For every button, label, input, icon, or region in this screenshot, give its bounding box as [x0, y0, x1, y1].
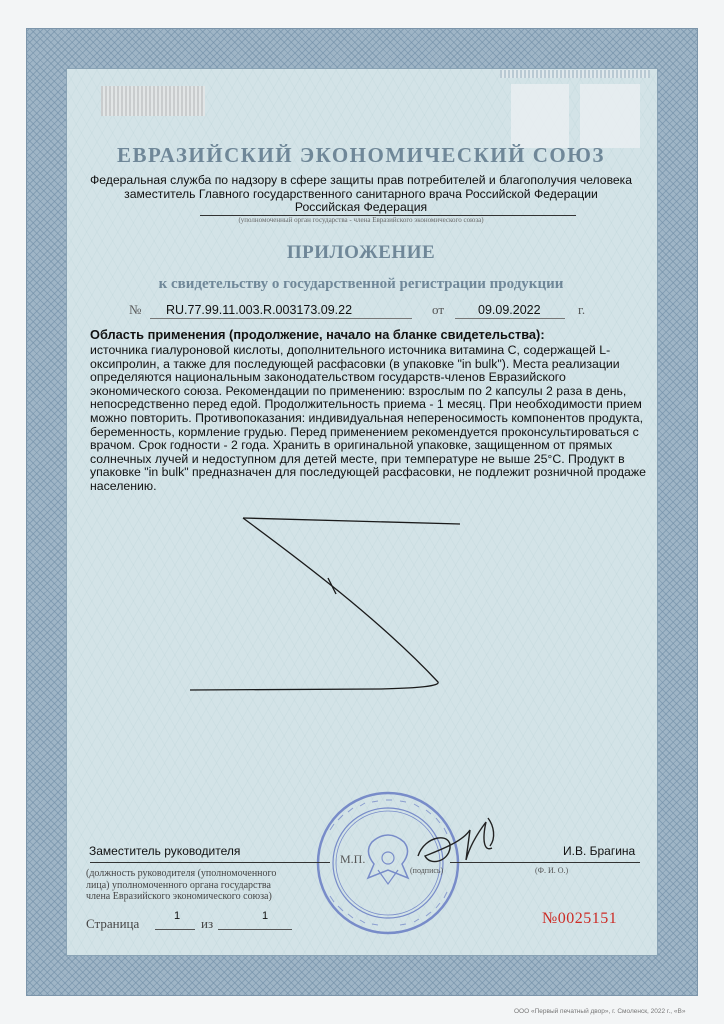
registration-date: 09.09.2022	[478, 303, 541, 317]
scope-line: населению.	[90, 478, 157, 493]
scope-line: экономического союза. Рекомендации по применению: взрослым по 2 капсулы 2 раза в день,	[90, 383, 627, 398]
signer-name: И.В. Брагина	[563, 844, 636, 858]
position-underline	[90, 862, 330, 863]
scope-heading: Область применения (продолжение, начало на бланке свидетельства):	[90, 327, 545, 342]
official-stamp	[318, 793, 458, 933]
scope-line: источника гиалуроновой кислоты, дополнительного источника витамина С, содержащей L-	[90, 343, 611, 357]
signature-caption: (подпись)	[410, 866, 444, 875]
page-label: Страница	[86, 916, 140, 931]
page-of-label: из	[201, 916, 214, 931]
page-total-underline	[218, 929, 292, 930]
stamp-place-label: М.П.	[340, 852, 366, 866]
agency-line: заместитель Главного государственного санитарного врача Российской Федерации	[124, 186, 598, 201]
printer-note: ООО «Первый печатный двор», г. Смоленск, 2022 г., «В»	[514, 1008, 686, 1015]
year-label: г.	[578, 302, 586, 317]
serial-number: №0025151	[542, 910, 618, 927]
scope-line: врачом. Срок годности - 2 года. Хранить в оригинальной упаковке, защищенном от прямых	[90, 438, 613, 453]
blank-space-strikeout	[190, 518, 460, 690]
scope-line: солнечных лучей и недоступном для детей месте, при температуре не выше 25°С. Продукт в	[90, 451, 625, 466]
scope-line: беременность, кормление грудью. Перед применением рекомендуется проконсультироваться с	[90, 424, 639, 439]
position-caption-line: лица) уполномоченного органа государства	[86, 879, 271, 891]
agency-caption: (уполномоченный орган государства - члена Евразийского экономического союза)	[238, 216, 484, 224]
page-current: 1	[174, 910, 181, 922]
page-total: 1	[262, 910, 269, 922]
handwritten-signature	[418, 818, 494, 862]
name-underline	[450, 862, 640, 863]
date-from-label: от	[432, 302, 445, 317]
scope-line: упаковке "in bulk" предназначен для последующей расфасовки, не подлежит розничной продаже	[90, 465, 646, 480]
scope-line: определяются национальным законодательством государств-членов Евразийского	[90, 370, 566, 385]
union-title: ЕВРАЗИЙСКИЙ ЭКОНОМИЧЕСКИЙ СОЮЗ	[117, 143, 605, 167]
registration-number: RU.77.99.11.003.R.003173.09.22	[166, 303, 353, 317]
fio-caption: (Ф. И. О.)	[535, 866, 569, 875]
scope-line: оксипролин, а также для последующей расфасовки (в упаковке "in bulk"). Места реализации	[90, 356, 620, 371]
position-caption	[86, 868, 346, 903]
document-subheading: к свидетельству о государственной регистрации продукции	[158, 276, 564, 292]
number-label: №	[129, 302, 142, 317]
page-current-underline	[155, 929, 195, 930]
document-heading: ПРИЛОЖЕНИЕ	[286, 242, 436, 263]
scope-line: можно повторить. Противопоказания: индивидуальная непереносимость компонентов продукта,	[90, 410, 643, 425]
position-label: Заместитель руководителя	[89, 844, 241, 858]
agency-line: Федеральная служба по надзору в сфере защиты прав потребителей и благополучия человека	[89, 173, 633, 187]
position-caption-line: члена Евразийского экономического союза)	[86, 891, 272, 902]
agency-line: Российская Федерация	[294, 200, 428, 214]
position-caption-line: (должность руководителя (уполномоченного	[86, 868, 277, 879]
scope-line: непосредственно перед едой. Продолжительность приема - 1 месяц. При необходимости прием	[90, 397, 642, 412]
